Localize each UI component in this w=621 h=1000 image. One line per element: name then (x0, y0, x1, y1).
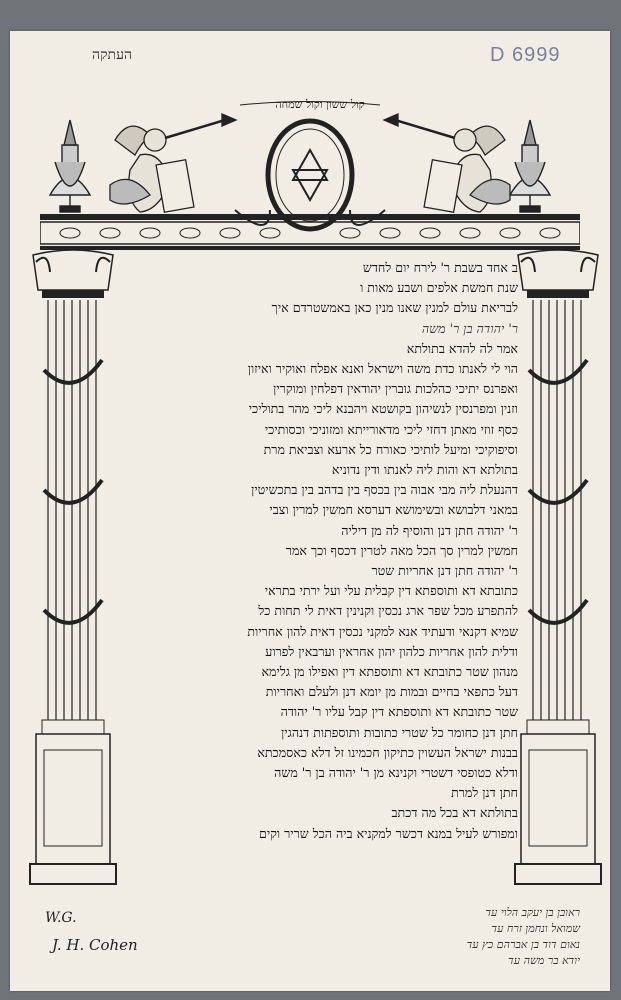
text-line: חתן דנן למרת (451, 785, 518, 801)
text-line: ודלא כטופסי דשטרי וקנינא מן ר' יהודה בן ר' משה (274, 765, 518, 781)
text-line: חמשין למרין סך הכל מאה לטרין דכסף וכך אמר (285, 542, 518, 558)
right-column-icon (513, 250, 603, 900)
witness-signatures (300, 905, 580, 969)
text-line: ר' יהודה חתן דנן והוסיף לה מן דיליה (341, 522, 518, 538)
ketubah-text (100, 258, 518, 844)
witness-line: ראובן בן יעקב הלוי עד (485, 906, 580, 919)
left-urn-icon (50, 120, 90, 212)
text-line: ודלית להון אחריות כלהון יהון אחראין וערבאין לפרוע (265, 643, 518, 659)
text-line: בתולתא דא והות ליה לאנתו ודין נדוניא (331, 462, 518, 478)
entablature-frieze (40, 214, 580, 254)
banner-text: קול ששון וקול שמחה (275, 98, 365, 111)
text-line: כתובתא דא ותוספתא דין קבלית עלי ועל ירתי בתראי (264, 583, 518, 599)
text-line: שנת חמשת אלפים ושבע מאות ו (360, 280, 518, 296)
text-line: בבנות ישראל העשוין כתיקון חכמינו זל דלא כאסמכתא (257, 744, 518, 760)
text-line: אמר לה להדא בתולתא (406, 340, 518, 356)
text-line: מנהון שטר כתובתא דא ותוספתא דין ואפילו מן גלימא (261, 664, 518, 680)
right-cherub-icon (384, 114, 510, 212)
left-cherub-icon (110, 114, 236, 212)
text-line: לבריאת עולם למנין שאנו מנין כאן באמשטרדם איך (271, 300, 518, 316)
signature-initials: W.G. (45, 910, 77, 926)
catalog-number: D 6999 (490, 44, 561, 66)
text-line: ר' יהודה חתן דנן אחריות שטר (371, 563, 518, 579)
text-line: שמיא דקנאי ודעתיד אנא למקני נכסין דאית להון אחריות (247, 623, 518, 639)
star-of-david-medallion-icon (268, 121, 352, 229)
text-line: כסף זוזי מאתן דחזי ליכי מדאורייתא ומזוניכי וכסותיכי (264, 421, 518, 437)
text-line: ומפורש לעיל במנא דכשר למקניא ביה הכל שריר וקים (258, 825, 518, 841)
witness-line: נאום דוד בן אברהם כץ עד (466, 938, 580, 951)
witness-line: יודא בר משה עד (508, 954, 580, 967)
signature-name: J. H. Cohen (52, 936, 138, 954)
text-line: וסיפוקיכי ומיעל לותיכי כאורח כל ארעא וצביאת מרת (263, 441, 518, 457)
text-line: ואפרנס יתיכי כהלכות גוברין יהודאין דפלחין ומוקרין (273, 381, 518, 397)
text-line: דעל כתפאי בחיים ובמות מן יומא דנן ולעלם ואחריות (265, 684, 518, 700)
text-line: וזנין ומפרנסין לנשיהון בקושטא ויהבנא ליכי מהר בתוליכי (248, 401, 518, 417)
right-urn-icon (510, 120, 550, 212)
text-line: להתפרע מכל שפר ארג נכסין וקנינין דאית לי תחות כל (258, 603, 518, 619)
witness-line: שמואל ונחמן זרח עד (491, 922, 580, 935)
text-line: ב אחד בשבת ר' לירח יום לחדש (362, 260, 518, 275)
copy-label: העתקה (92, 47, 133, 63)
text-line: חתן דנן כחומר כל שטרי כתובות ותוספתות דנהגין (281, 724, 518, 740)
text-line: ר' יהודה בן ר' משה (421, 320, 518, 336)
text-line: שטר כתובתא דא ותוספתא דין קבל עליו ר' יהודה (280, 704, 518, 720)
text-line: דהנעלת ליה מבי אבוה בין בכסף בין בדהב בין בתכשיטין (251, 482, 518, 498)
text-line: בתולתא דא בכל מה דכתב (391, 805, 518, 821)
text-line: במאני דלבושא ובשימושא דערסא חמשין למרין וצבי (269, 502, 518, 518)
text-line: הוי לי לאנתו כדת משה וישראל ואנא אפלח ואוקיר ואיזון (247, 361, 518, 377)
